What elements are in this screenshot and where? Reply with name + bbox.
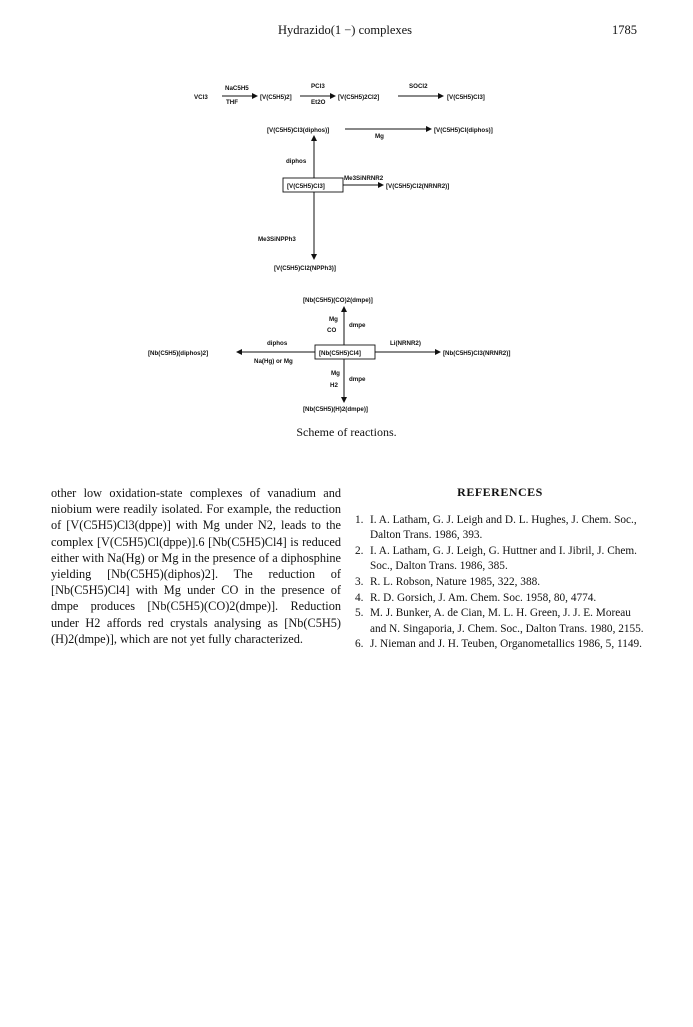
reference-item <box>355 513 645 544</box>
reagent-dmpe-bottom: dmpe <box>349 376 366 383</box>
product-vcp2: [V(C5H5)2] <box>260 94 292 101</box>
running-title: Hydrazido(1 −) complexes <box>277 23 413 37</box>
reagent-diphos: diphos <box>286 158 307 165</box>
reference-item <box>355 606 645 637</box>
nb-hydrazido-product: [Nb(C5H5)Cl3(NRNR2)] <box>443 350 511 357</box>
references-section <box>355 485 645 653</box>
scheme-niobium <box>0 290 693 420</box>
arrowhead-phosphine <box>311 254 317 260</box>
reference-text: R. D. Gorsich, J. Am. Chem. Soc. 1958, 80, 4774. <box>370 591 597 604</box>
diphos-reduced: [V(C5H5)Cl(diphos)] <box>434 127 493 134</box>
reference-text: M. J. Bunker, A. de Cian, M. L. H. Green, J. J. E. Moreau and N. Singaporia, J. Chem. Soc., Dalton Trans. 1980, 2155. <box>370 607 644 635</box>
reagent-diphos-nb: diphos <box>267 340 288 347</box>
reagent-lithium-hydrazide: Li(NRNR2) <box>390 340 421 347</box>
reference-text: R. L. Robson, Nature 1985, 322, 388. <box>370 575 541 588</box>
reference-text: I. A. Latham, G. J. Leigh, G. Huttner and I. Jibril, J. Chem. Soc., Dalton Trans. 1986, 385. <box>370 544 638 573</box>
reagent-co: CO <box>327 327 337 334</box>
reference-item <box>355 544 645 575</box>
reagent-h2: H2 <box>330 382 338 389</box>
arrowhead-1 <box>252 93 258 99</box>
reference-item <box>355 637 645 653</box>
scheme-caption: Scheme of reactions. <box>296 425 397 439</box>
arrowhead-hydrazido <box>378 182 384 188</box>
nb-carbonyl-product: [Nb(C5H5)(CO)2(dmpe)] <box>303 297 373 304</box>
reference-number: 1. <box>355 513 364 526</box>
arrowhead-nb-up <box>341 306 347 312</box>
arrowhead-nb-left <box>236 349 242 355</box>
arrowhead-nb-down <box>341 397 347 403</box>
reference-number: 3. <box>355 575 364 588</box>
center-complex-v: [V(C5H5)Cl3] <box>287 183 325 190</box>
reagent-dmpe-top: dmpe <box>349 322 366 329</box>
hydrazido-product: [V(C5H5)Cl2(NRNR2)] <box>386 183 450 190</box>
reagent-thf: THF <box>226 99 239 106</box>
reagent-pcl3: PCl3 <box>311 83 325 90</box>
arrowhead-nb-right <box>435 349 441 355</box>
product-vcpcl3: [V(C5H5)Cl3] <box>447 94 485 101</box>
nb-hydride-product: [Nb(C5H5)(H)2(dmpe)] <box>303 406 368 413</box>
arrowhead-diphos <box>311 135 317 141</box>
arrowhead-3 <box>438 93 444 99</box>
reagent-et2o: Et2O <box>311 99 326 106</box>
scheme-vanadium <box>0 0 693 290</box>
reference-text: I. A. Latham, G. J. Leigh and D. L. Hughes, J. Chem. Soc., Dalton Trans. 1986, 393. <box>370 513 637 542</box>
product-vcp2cl2: [V(C5H5)2Cl2] <box>338 94 380 101</box>
reagent-nac5h5: NaC5H5 <box>225 85 249 92</box>
reagent-silyl-hydrazine: Me3SiNRNR2 <box>344 175 384 182</box>
page-number: 1785 <box>612 23 637 37</box>
reference-item <box>355 575 645 591</box>
reagent-socl2: SOCl2 <box>409 83 428 90</box>
reference-number: 4. <box>355 591 364 604</box>
phosphine-product: [V(C5H5)Cl2(NPPh3)] <box>274 265 336 272</box>
reference-text: J. Nieman and J. H. Teuben, Organometallics 1986, 5, 1149. <box>370 638 642 651</box>
nb-diphos-product: [Nb(C5H5)(diphos)2] <box>148 350 209 357</box>
arrowhead-2 <box>330 93 336 99</box>
references-heading: REFERENCES <box>457 485 543 499</box>
reagent-mg: Mg <box>375 133 384 140</box>
center-complex-nb: [Nb(C5H5)Cl4] <box>319 350 361 357</box>
reagent-nahg: Na(Hg) or Mg <box>254 358 293 365</box>
reference-number: 2. <box>355 544 364 557</box>
diphos-complex: [V(C5H5)Cl3(diphos)] <box>267 127 330 134</box>
body-paragraph: other low oxidation-state complexes of vanadium and niobium were readily isolated. For example, the reduction of [V(C5H5)Cl3(dppe)] with Mg under N2, leads to the complex [V(C5H5)Cl(dppe)].6 [Nb(C5H5)Cl4] is reduced either with Na(Hg) or Mg in the presence of a diphosphine yielding [Nb(C5H5)(diphos)2]. The reduction of [Nb(C5H5)Cl4] with Mg under CO in the presence of dmpe produces [Nb(C5H5)(CO)2(dmpe)]. Reduction under H2 affords red crystals analysing as [Nb(C5H5)(H)2(dmpe)], which are not yet fully characterized. <box>51 486 341 646</box>
reference-number: 5. <box>355 607 364 620</box>
reagent-mg-top: Mg <box>329 316 338 323</box>
reference-item <box>355 591 645 607</box>
reference-number: 6. <box>355 638 364 651</box>
reagent-mg-bottom: Mg <box>331 370 340 377</box>
reagent-silyl-phosphine: Me3SiNPPh3 <box>258 236 296 243</box>
arrowhead-mg <box>426 126 432 132</box>
body-column <box>51 485 341 647</box>
vcl3-label: VCl3 <box>194 94 208 101</box>
